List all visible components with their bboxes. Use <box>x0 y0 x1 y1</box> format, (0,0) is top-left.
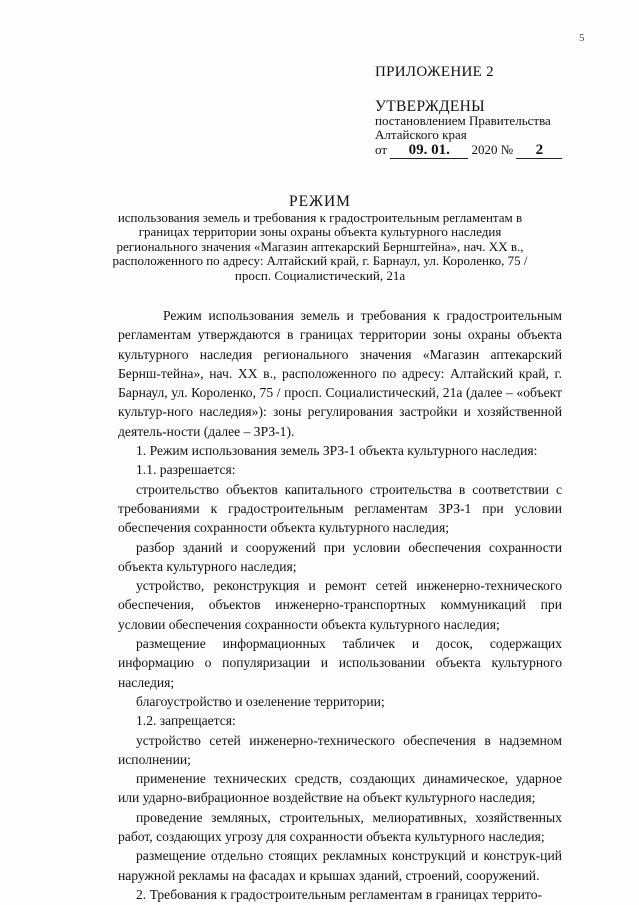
title-main: РЕЖИМ <box>289 193 351 210</box>
paragraph-section-2: 2. Требования к градостроительным регламентам в границах террито- <box>136 886 543 902</box>
paragraph-intro: Режим использования земель и требования к градостроительным регламентам утверждаются в границах территории зоны охраны объекта культурного наследия регионального значения «Магазин аптекарский Бернш-тейна», нач. XX в., расположенного по адресу: Алтайский край, г. Барнаул, ул. Короленко, 75 / просп. Социалистический, 21а (далее – «объект культур-ного наследия»): зоны регулирования застройки и хозяйственной деятель-ности (далее – ЗРЗ-1). <box>118 308 562 439</box>
approval-line-2: Алтайского края <box>375 127 467 142</box>
paragraph-1-2: 1.2. запрещается: <box>136 713 236 729</box>
page-number: 5 <box>579 32 585 44</box>
paragraph-allowed-5: благоустройство и озеленение территории; <box>136 693 385 709</box>
year-label: 2020 № <box>471 142 514 157</box>
paragraph-1-1: 1.1. разрешается: <box>136 462 236 478</box>
paragraph-allowed-3: устройство, реконструкция и ремонт сетей инженерно-технического обеспечения, объектов инженерно-транспортных коммуникаций при условии обеспечения сохранности объекта культурного наследия; <box>118 578 562 632</box>
paragraph-allowed-4: размещение информационных табличек и досок, содержащих информацию о популяризации и использовании объекта культурного наследия; <box>118 636 562 690</box>
document-title <box>110 193 530 283</box>
paragraph-forbidden-4: размещение отдельно стоящих рекламных конструкций и конструк-ций наружной рекламы на фасадах и крышах зданий, строений, сооружений. <box>118 848 562 883</box>
appendix-label: ПРИЛОЖЕНИЕ 2 <box>375 64 494 80</box>
approval-heading: УТВЕРЖДЕНЫ <box>375 98 485 115</box>
date-prefix: от <box>375 142 388 157</box>
approval-date-line <box>375 142 562 160</box>
title-subtitle: использования земель и требования к градостроительным регламентам в границах территории зоны охраны объекта культурного наследия регионального значения «Магазин аптекарский Бернштейна», нач. XX в., расположенного по адресу: Алтайский край, г. Барнаул, ул. Короленко, 75 / просп. Социалистический, 21а <box>112 210 528 283</box>
document-body <box>118 306 562 904</box>
date-value: 09. 01. <box>390 143 468 159</box>
paragraph-allowed-2: разбор зданий и сооружений при условии обеспечения сохранности объекта культурного наследия; <box>118 539 562 574</box>
paragraph-allowed-1: строительство объектов капитального строительства в соответствии с требованиями к градостроительным регламентам ЗРЗ-1 при условии обеспечения сохранности объекта культурного наследия; <box>118 481 562 536</box>
decree-number: 2 <box>516 143 562 159</box>
paragraph-forbidden-3: проведение земляных, строительных, мелиоративных, хозяйственных работ, создающих угрозу для сохранности объекта культурного наследия; <box>118 809 562 845</box>
paragraph-forbidden-2: применение технических средств, создающих динамическое, ударное или ударно-вибрационное воздействие на объект культурного наследия; <box>118 771 562 806</box>
approval-block <box>375 99 562 160</box>
paragraph-section-1: 1. Режим использования земель ЗРЗ-1 объекта культурного наследия: <box>136 443 538 459</box>
approval-line-1: постановлением Правительства <box>375 113 551 128</box>
paragraph-forbidden-1: устройство сетей инженерно-технического обеспечения в надземном исполнении; <box>118 732 562 767</box>
